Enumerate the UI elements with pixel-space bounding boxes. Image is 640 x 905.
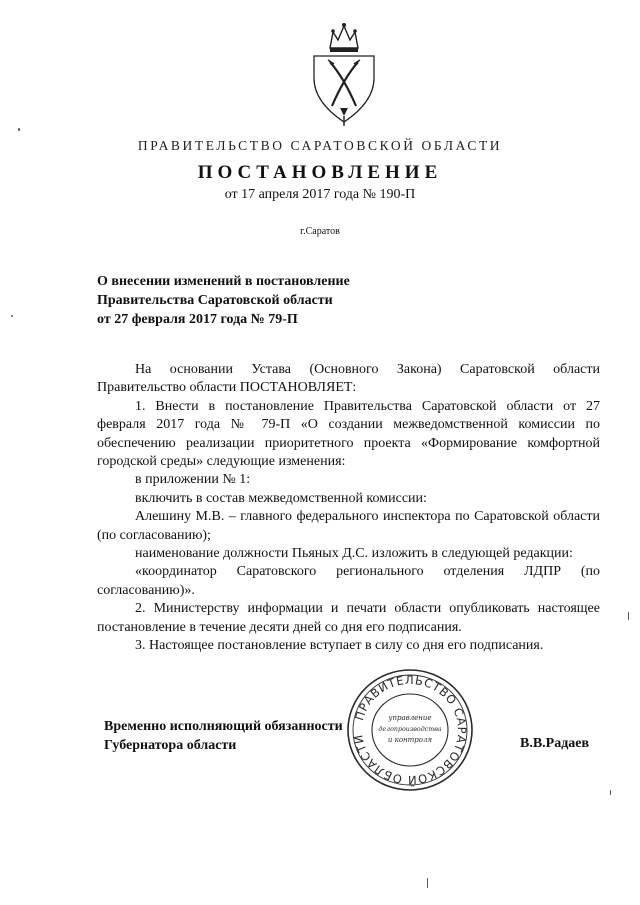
body-paragraph: в приложении № 1: (135, 472, 251, 488)
seal-center-line: делопроизводства (378, 726, 442, 733)
subject-line: от 27 февраля 2017 года № 79-П (97, 312, 298, 327)
official-seal-stamp (344, 666, 476, 794)
scan-speck (11, 315, 13, 317)
body-paragraph: На основании Устава (Основного Закона) Саратовской области Правительство области ПОСТАНОВЛЯЕТ: (97, 362, 600, 396)
scan-speck (610, 790, 611, 795)
government-title: ПРАВИТЕЛЬСТВО САРАТОВСКОЙ ОБЛАСТИ (137, 138, 503, 153)
body-paragraph: наименование должности Пьяных Д.С. изложить в следующей редакции: (135, 546, 573, 562)
document-body (97, 361, 600, 656)
document-type-title: ПОСТАНОВЛЕНИЕ (197, 162, 443, 183)
body-paragraph: 2. Министерству информации и печати области опубликовать настоящее постановление в течение десяти дней со дня его подписания. (97, 601, 600, 635)
scan-speck (18, 128, 20, 131)
body-paragraph: 1. Внести в постановление Правительства Саратовской области от 27 февраля 2017 года № 79-П «О создании межведомственной комиссии по обеспечению реализации приоритетного проекта «Формирование комфортной городской среды» следующие изменения: (97, 398, 600, 470)
signatory-position-line: Губернатора области (104, 738, 237, 753)
seal-center-line: и контроля (387, 736, 433, 744)
body-paragraph: «координатор Саратовского регионального отделения ЛДПР (по согласованию)». (97, 564, 600, 598)
seal-ring-text: ПРАВИТЕЛЬСТВО САРАТОВСКОЙ ОБЛАСТИ (351, 672, 470, 788)
document-subject (97, 272, 517, 329)
saratov-coat-of-arms-icon (300, 18, 388, 130)
document-date-number: от 17 апреля 2017 года № 190-П (224, 187, 416, 202)
body-paragraph: Алешину М.В. – главного федерального инспектора по Саратовской области (по согласованию); (97, 509, 600, 543)
signatory-name: В.В.Радаев (520, 736, 590, 751)
signatory-position-line: Временно исполняющий обязанности (104, 719, 343, 734)
body-paragraph: включить в состав межведомственной комиссии: (135, 490, 427, 506)
signatory-position (104, 717, 374, 755)
subject-line: Правительства Саратовской области (97, 293, 333, 308)
seal-center-line: управление (388, 714, 432, 722)
scan-speck (628, 612, 629, 620)
document-city: г.Саратов (300, 226, 340, 237)
scan-speck (427, 878, 428, 888)
subject-line: О внесении изменений в постановление (97, 274, 350, 289)
body-paragraph: 3. Настоящее постановление вступает в силу со дня его подписания. (135, 638, 544, 654)
